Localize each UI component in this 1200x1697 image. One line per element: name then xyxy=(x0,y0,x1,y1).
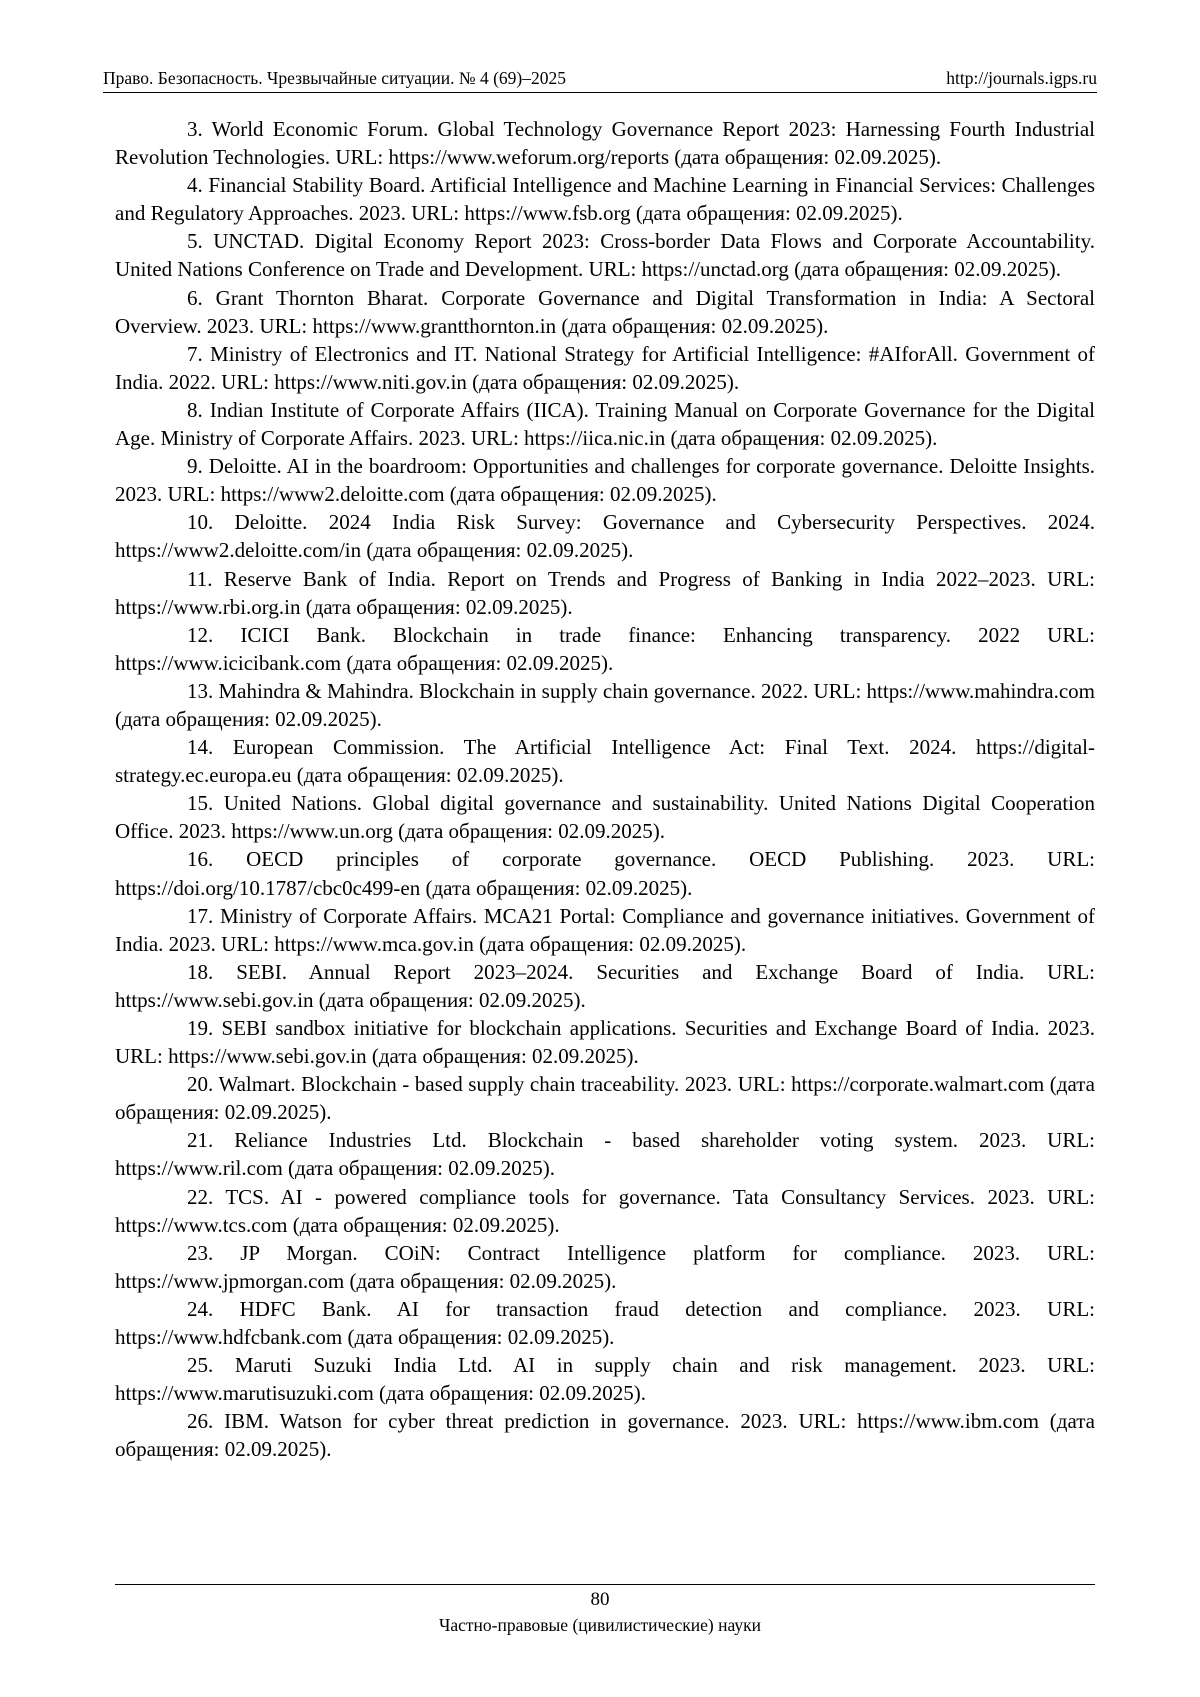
reference-item: 11. Reserve Bank of India. Report on Trends and Progress of Banking in India 2022–2023. URL: https://www.rbi.org.in (дата обращения: 02.09.2025). xyxy=(115,566,1095,619)
reference-item: 20. Walmart. Blockchain - based supply chain traceability. 2023. URL: https://corporate.walmart.com (дата обращения: 02.09.2025). xyxy=(115,1072,1095,1125)
reference-item: 14. European Commission. The Artificial Intelligence Act: Final Text. 2024. https://digital-strategy.ec.europa.eu (дата обращения: 02.09.2025). xyxy=(115,735,1095,788)
reference-item: 8. Indian Institute of Corporate Affairs (IICA). Training Manual on Corporate Governance for the Digital Age. Ministry of Corporate Affairs. 2023. URL: https://iica.nic.in (дата обращения: 02.09.2025). xyxy=(115,397,1095,451)
reference-item: 24. HDFC Bank. AI for transaction fraud detection and compliance. 2023. URL: https://www.hdfcbank.com (дата обращения: 02.09.2025). xyxy=(115,1296,1095,1350)
reference-item: 10. Deloitte. 2024 India Risk Survey: Governance and Cybersecurity Perspectives. 2024. https://www2.deloitte.com/in (дата обращения: 02.09.2025). xyxy=(115,510,1095,563)
footer-divider xyxy=(115,1584,1095,1585)
running-header xyxy=(103,68,1097,93)
reference-item: 23. JP Morgan. COiN: Contract Intelligence platform for compliance. 2023. URL: https://www.jpmorgan.com (дата обращения: 02.09.2025). xyxy=(115,1240,1095,1293)
reference-item: 26. IBM. Watson for cyber threat prediction in governance. 2023. URL: https://www.ibm.com (дата обращения: 02.09.2025). xyxy=(115,1409,1095,1462)
reference-list xyxy=(115,115,1095,1464)
reference-item: 5. UNCTAD. Digital Economy Report 2023: Cross-border Data Flows and Corporate Accountability. United Nations Conference on Trade and Development. URL: https://unctad.org (дата обращения: 02.09.2025). xyxy=(115,229,1095,282)
reference-item: 19. SEBI sandbox initiative for blockchain applications. Securities and Exchange Board of India. 2023. URL: https://www.sebi.gov.in (дата обращения: 02.09.2025). xyxy=(115,1016,1095,1069)
reference-item: 17. Ministry of Corporate Affairs. MCA21 Portal: Compliance and governance initiatives. Government of India. 2023. URL: https://www.mca.gov.in (дата обращения: 02.09.2025). xyxy=(115,903,1095,956)
reference-item: 25. Maruti Suzuki India Ltd. AI in supply chain and risk management. 2023. URL: https://www.marutisuzuki.com (дата обращения: 02.09.2025). xyxy=(115,1353,1095,1406)
journal-url: http://journals.igps.ru xyxy=(946,68,1097,88)
reference-item: 3. World Economic Forum. Global Technology Governance Report 2023: Harnessing Fourth Industrial Revolution Technologies. URL: https://www.weforum.org/reports (дата обращения: 02.09.2025). xyxy=(115,117,1095,170)
journal-title: Право. Безопасность. Чрезвычайные ситуации. № 4 (69)–2025 xyxy=(103,68,567,88)
reference-item: 4. Financial Stability Board. Artificial Intelligence and Machine Learning in Financial Services: Challenges and Regulatory Approaches. 2023. URL: https://www.fsb.org (дата обращения: 02.09.2025). xyxy=(115,173,1095,226)
reference-item: 6. Grant Thornton Bharat. Corporate Governance and Digital Transformation in India: A Sectoral Overview. 2023. URL: https://www.grantthornton.in (дата обращения: 02.09.2025). xyxy=(115,285,1095,338)
reference-item: 12. ICICI Bank. Blockchain in trade finance: Enhancing transparency. 2022 URL: https://www.icicibank.com (дата обращения: 02.09.2025). xyxy=(115,622,1095,675)
section-name: Частно-правовые (цивилистические) науки xyxy=(439,1615,761,1635)
reference-item: 16. OECD principles of corporate governance. OECD Publishing. 2023. URL: https://doi.org/10.1787/cbc0c499-en (дата обращения: 02.09.2025). xyxy=(115,847,1095,900)
reference-item: 7. Ministry of Electronics and IT. National Strategy for Artificial Intelligence: #AIforAll. Government of India. 2022. URL: https://www.niti.gov.in (дата обращения: 02.09.2025). xyxy=(115,341,1095,394)
reference-item: 15. United Nations. Global digital governance and sustainability. United Nations Digital Cooperation Office. 2023. https://www.un.org (дата обращения: 02.09.2025). xyxy=(115,791,1095,844)
reference-item: 13. Mahindra & Mahindra. Blockchain in supply chain governance. 2022. URL: https://www.mahindra.com (дата обращения: 02.09.2025). xyxy=(115,678,1095,731)
reference-item: 22. TCS. AI - powered compliance tools for governance. Tata Consultancy Services. 2023. URL: https://www.tcs.com (дата обращения: 02.09.2025). xyxy=(115,1184,1095,1237)
reference-item: 21. Reliance Industries Ltd. Blockchain - based shareholder voting system. 2023. URL: https://www.ril.com (дата обращения: 02.09.2025). xyxy=(115,1128,1095,1181)
reference-item: 9. Deloitte. AI in the boardroom: Opportunities and challenges for corporate governance. Deloitte Insights. 2023. URL: https://www2.deloitte.com (дата обращения: 02.09.2025). xyxy=(115,454,1095,507)
page-number: 80 xyxy=(590,1589,610,1610)
reference-item: 18. SEBI. Annual Report 2023–2024. Securities and Exchange Board of India. URL: https://www.sebi.gov.in (дата обращения: 02.09.2025). xyxy=(115,959,1095,1012)
